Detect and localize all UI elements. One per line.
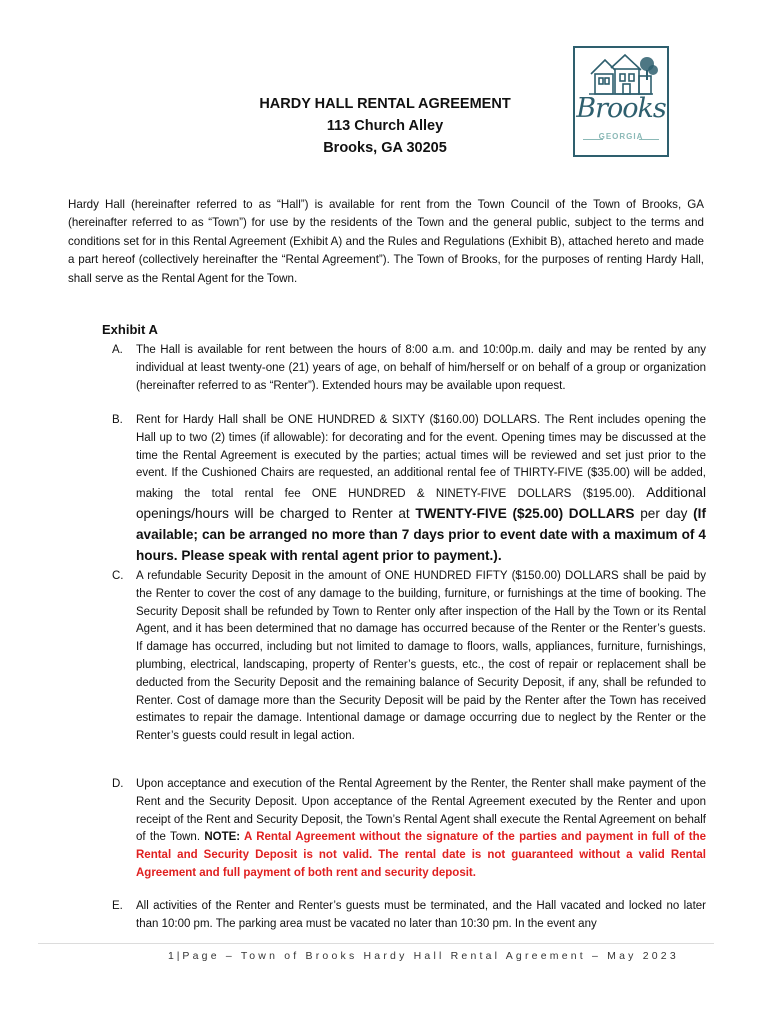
additional-hours-text: Additional openings/hours will be charged to Renter at	[136, 485, 706, 521]
address-line-2: Brooks, GA 30205	[323, 140, 447, 156]
address-line-1: 113 Church Alley	[326, 118, 444, 134]
list-item-text: The Hall is available for rent between the hours of 8:00 a.m. and 10:00p.m. daily and may be rented by any individual at least twenty-one (21) years of age, on behalf of him/herself or on behalf of a group or organization (hereinafter referred to as “Renter”). Extended hours may be available upon request.	[136, 344, 706, 392]
footer-text: Page – Town of Brooks Hardy Hall Rental Agreement – May 2023	[182, 950, 679, 962]
list-item-text: All activities of the Renter and Renter’s guests must be terminated, and the Hall vacated and locked no later than 10:00 pm. The parking area must be vacated no later than 10:30 pm. In the event any	[136, 900, 706, 930]
list-item-a	[112, 342, 706, 395]
exhibit-a-heading: Exhibit A	[102, 322, 158, 337]
list-item-body	[136, 776, 706, 883]
logo-state-text: GEORGIA	[598, 132, 644, 141]
list-marker: E.	[112, 900, 123, 912]
list-item-text: Rent for Hardy Hall shall be ONE HUNDRED & SIXTY ($160.00) DOLLARS. The Rent includes opening the Hall up to two (2) times (if allowable): for decorating and for the event. Opening times may be discussed at the time the Rental Agreement is executed by the parties; actual times will be reviewed and set just prior to the event. If the Cushioned Chairs are requested, an additional rental fee of THIRTY-FIVE ($35.00) will be added, making the total rental fee ONE HUNDRED & NINETY-FIVE DOLLARS ($195.00).	[136, 414, 706, 501]
page-footer	[168, 950, 679, 962]
list-marker: C.	[112, 570, 124, 582]
list-item-text: A refundable Security Deposit in the amount of ONE HUNDRED FIFTY ($150.00) DOLLARS shall be paid by the Renter to cover the cost of any damage to the building, furniture, or furnishings at the time of booking. The Security Deposit shall be refunded by Town to Renter only after inspection of the Hall by the Town or its Rental Agent, and it has been determined that no damage has occurred because of the Renter or the Renter’s guests. If damage has occurred, including but not limited to damage to floors, walls, appliances, furniture, furnishings, plumbing, electrical, landscaping, property of Renter’s guests, etc., the cost of repair or replacement shall be deducted from the Security Deposit and the remaining balance of Security Deposit, if any, shall be refunded to Renter. Cost of damage more than the Security Deposit will be paid by the Renter after the Town has received estimates to repair the damage. Intentional damage or damage occurring due to neglect by the Renter or the Renter’s guests could result in legal action.	[136, 570, 706, 743]
footer-divider	[38, 943, 714, 944]
logo-brand-text: Brooks	[576, 93, 666, 124]
list-marker: A.	[112, 344, 123, 356]
footer-separator: |	[173, 950, 183, 962]
page-number: 1	[168, 950, 174, 962]
additional-hours-condition: (If available; can be arranged no more than 7 days prior to event date with a maximum of 4 hours. Please speak with rental agent prior to payment.).	[136, 505, 706, 563]
intro-paragraph: Hardy Hall (hereinafter referred to as “Hall”) is available for rent from the Town Council of the Town of Brooks, GA (hereinafter referred to as “Town”) for use by the residents of the Town and the general public, subject to the terms and conditions set for in this Rental Agreement (Exhibit A) and the Rules and Regulations (Exhibit B), attached hereto and made a part hereof (collectively hereinafter the “Rental Agreement”). The Town of Brooks, for the purposes of renting Hardy Hall, shall serve as the Rental Agent for the Town.	[68, 198, 704, 285]
list-item-text: Upon acceptance and execution of the Rental Agreement by the Renter, the Renter shall make payment of the Rent and the Security Deposit. Upon acceptance of the Rental Agreement executed by the Renter and upon receipt of the Rent and Security Deposit, the Town’s Rental Agent shall execute the Rental Agreement on behalf of the Town.	[136, 778, 706, 844]
list-item-body	[136, 412, 706, 566]
list-item-b	[112, 412, 706, 566]
additional-hours-per-day: per day	[634, 505, 694, 521]
list-item-c	[112, 568, 706, 746]
additional-hours-rate: TWENTY-FIVE ($25.00) DOLLARS	[415, 505, 635, 521]
list-item-d	[112, 776, 706, 883]
document-title: HARDY HALL RENTAL AGREEMENT	[259, 96, 511, 112]
list-marker: D.	[112, 778, 124, 790]
note-label: NOTE:	[204, 831, 241, 844]
note-warning-text: A Rental Agreement without the signature of the parties and payment in full of the Rental and Security Deposit is not valid. The rental date is not guaranteed without a valid Rental Agreement and full payment of both rent and security deposit.	[136, 831, 706, 879]
document-title-block	[160, 93, 610, 159]
list-item-e	[112, 898, 706, 934]
house-illustration-icon	[581, 52, 661, 98]
list-marker: B.	[112, 414, 123, 426]
